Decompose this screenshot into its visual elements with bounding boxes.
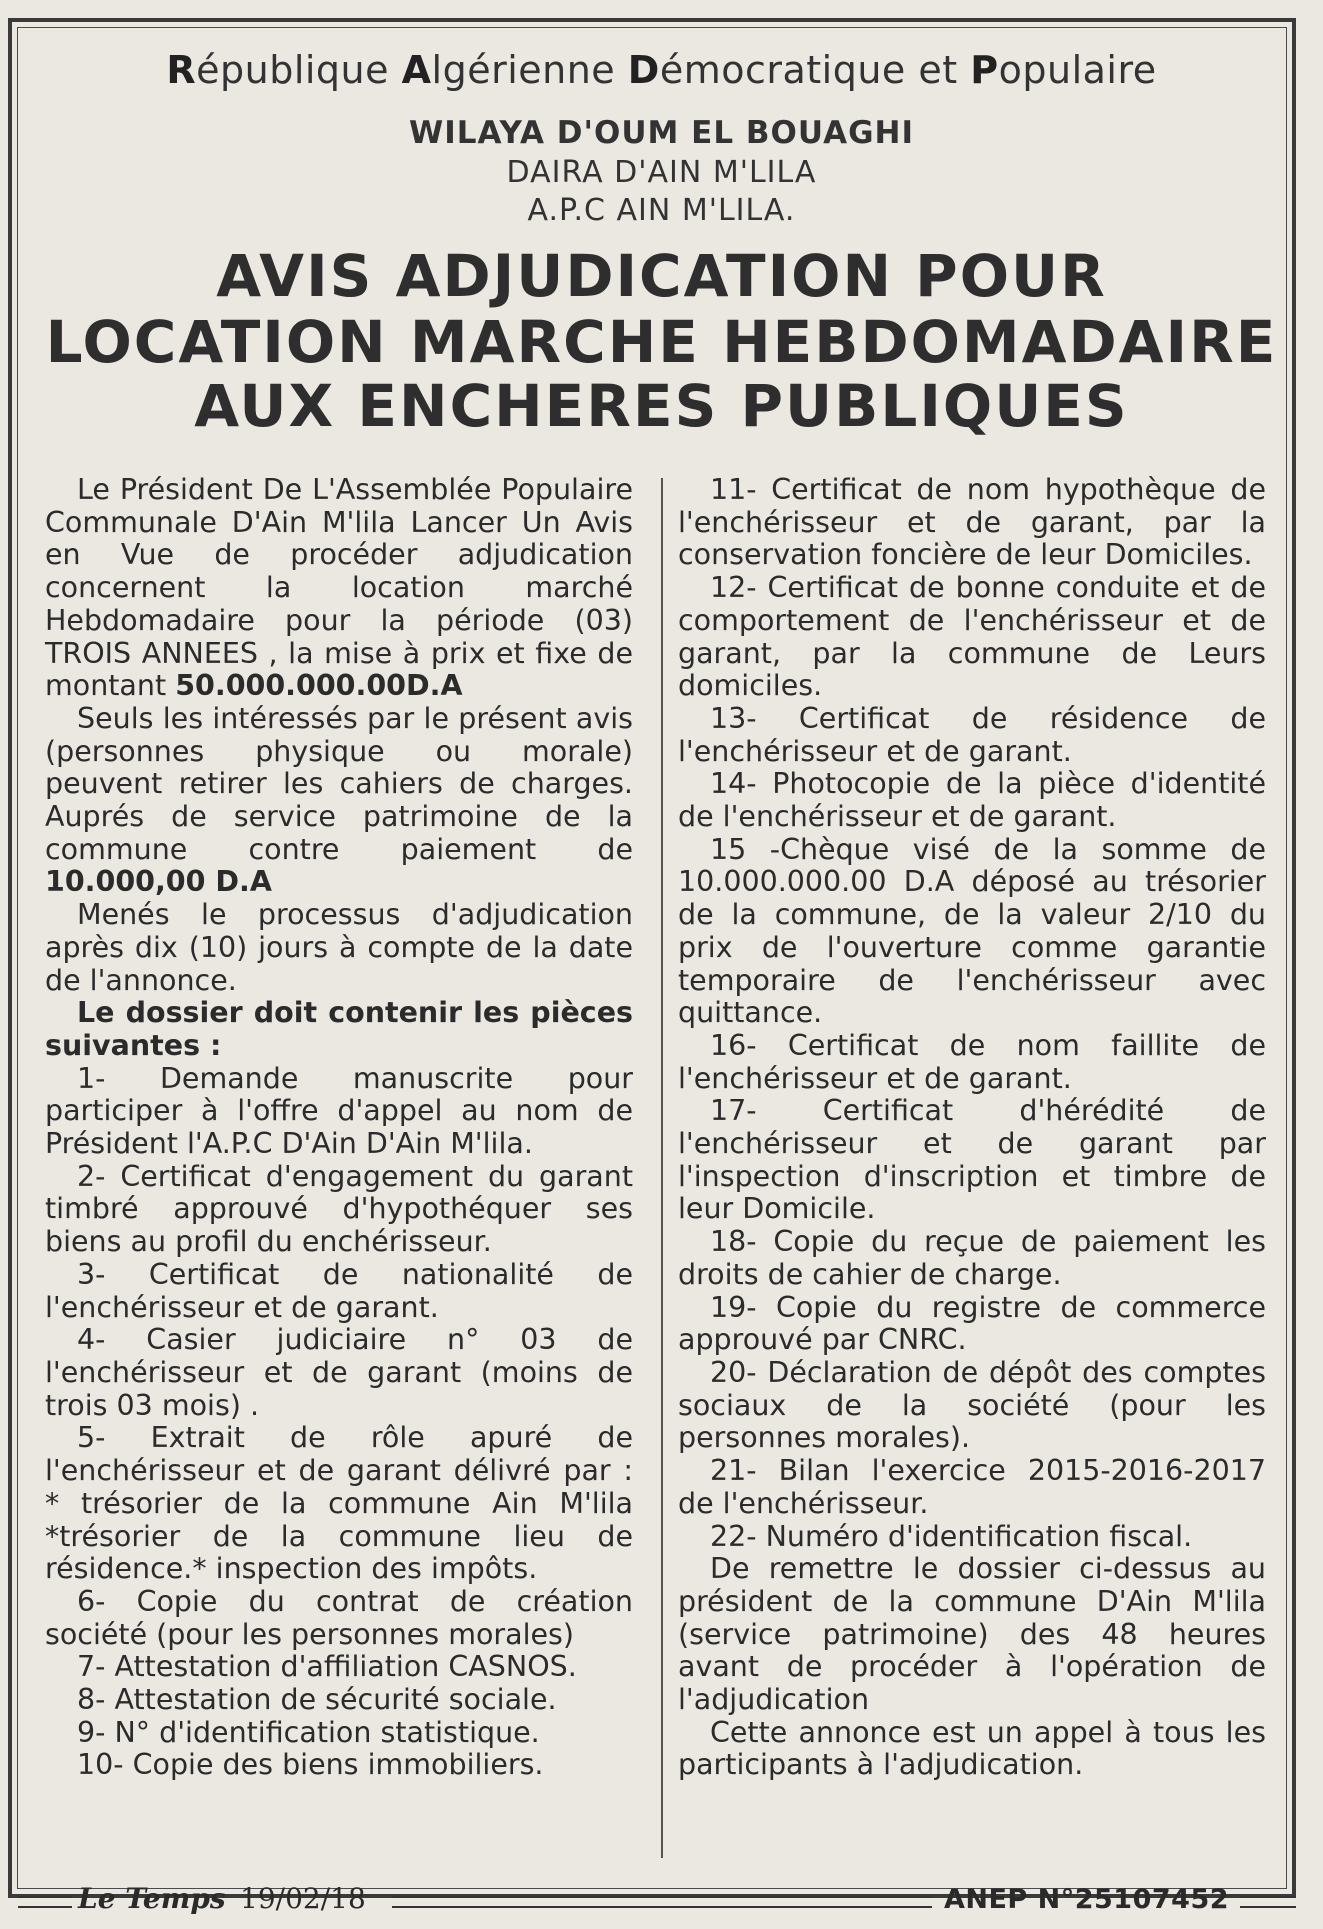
anep-reference: ANEP N°25107452 xyxy=(944,1884,1230,1915)
footer-rule-right xyxy=(1240,1896,1296,1908)
list-item: 22- Numéro d'identification fiscal. xyxy=(710,1519,1193,1553)
list-item: 6- Copie du contrat de création société (pour les personnes morales) xyxy=(45,1584,633,1651)
intro-paragraph xyxy=(45,474,633,703)
closing-call-paragraph: Cette annonce est un appel à tous les participants à l'adjudication. xyxy=(678,1715,1266,1782)
republic-initial-2: A xyxy=(401,48,432,92)
list-item: 5- Extrait de rôle apuré de l'enchérisseur et de garant délivré par : * trésorier de la commune Ain M'lila *trésorier de la commune lieu de résidence.* inspection des impôts. xyxy=(45,1421,633,1586)
footer-rule-left xyxy=(18,1896,72,1908)
list-item: 19- Copie du registre de commerce approuvé par CNRC. xyxy=(678,1290,1266,1357)
republic-rest-4: opulaire xyxy=(998,48,1157,92)
list-item: 12- Certificat de bonne conduite et de comportement de l'enchérisseur et de garant, par la commune de Leurs domiciles. xyxy=(678,571,1266,703)
list-item: 14- Photocopie de la pièce d'identité de l'enchérisseur et de garant. xyxy=(678,767,1266,834)
retrieval-text: Seuls les intéressés par le présent avis (personnes physique ou morale) peuvent retirer les cahiers de charges. Auprés de service patrimoine de la commune contre paiement de xyxy=(45,701,633,866)
list-item: 21- Bilan l'exercice 2015-2016-2017 de l'enchérisseur. xyxy=(678,1454,1266,1520)
list-item: 2- Certificat d'engagement du garant timbré approuvé d'hypothéquer ses biens au profil du enchérisseur. xyxy=(45,1159,633,1259)
list-item: 18- Copie du reçue de paiement les droits de cahier de charge. xyxy=(678,1225,1266,1291)
list-item: 16- Certificat de nom faillite de l'enchérisseur et de garant. xyxy=(678,1028,1266,1095)
republic-rest-1: épublique xyxy=(196,48,402,92)
list-item: 7- Attestation d'affiliation CASNOS. xyxy=(77,1650,577,1684)
notice-title-line-3: AUX ENCHERES PUBLIQUES xyxy=(194,372,1129,440)
column-divider xyxy=(661,478,663,1858)
publication-date: 19/02/18 xyxy=(240,1882,366,1915)
list-item: 13- Certificat de résidence de l'enchérisseur et de garant. xyxy=(678,701,1266,768)
notice-title-line-1: AVIS ADJUDICATION POUR xyxy=(216,242,1107,310)
daira-line: DAIRA D'AIN M'LILA xyxy=(506,155,817,190)
retrieval-amount: 10.000,00 D.A xyxy=(45,865,272,899)
newspaper-name: Le Temps xyxy=(78,1882,226,1915)
republic-rest-2: lgérienne xyxy=(431,48,628,92)
republic-rest-3: émocratique et xyxy=(659,48,971,92)
retrieval-paragraph xyxy=(45,703,633,899)
list-item: 15 -Chèque visé de la somme de 10.000.000.00 D.A déposé au trésorier de la commune, de la valeur 2/10 du prix de l'ouverture comme garantie temporaire de l'enchérisseur avec quittance. xyxy=(678,832,1266,1030)
footer-rule-middle xyxy=(392,1896,932,1908)
republic-initial-4: P xyxy=(970,48,999,92)
process-paragraph: Menés le processus d'adjudication après dix (10) jours à compte de la date de l'annonce. xyxy=(45,898,633,997)
list-item: 20- Déclaration de dépôt des comptes sociaux de la société (pour les personnes morales). xyxy=(678,1355,1266,1455)
list-item: 8- Attestation de sécurité sociale. xyxy=(77,1683,557,1717)
list-item: 3- Certificat de nationalité de l'enchérisseur et de garant. xyxy=(45,1257,633,1324)
intro-amount: 50.000.000.00D.A xyxy=(175,669,463,703)
dossier-heading: Le dossier doit contenir les pièces suivantes : xyxy=(45,996,633,1062)
apc-line: A.P.C AIN M'LILA. xyxy=(527,193,796,228)
list-item: 17- Certificat d'hérédité de l'enchérisseur et de garant par l'inspection d'inscription et timbre de leur Domicile. xyxy=(678,1094,1266,1226)
republic-initial-3: D xyxy=(627,48,660,92)
notice-footer xyxy=(18,1880,1296,1920)
republic-heading xyxy=(0,48,1323,92)
right-column xyxy=(678,474,1266,1782)
left-column xyxy=(45,474,633,1782)
list-item: 9- N° d'identification statistique. xyxy=(77,1715,540,1749)
list-item: 4- Casier judiciaire n° 03 de l'enchérisseur et de garant (moins de trois 03 mois) . xyxy=(45,1323,633,1422)
list-item: 10- Copie des biens immobiliers. xyxy=(77,1748,544,1782)
list-item: 11- Certificat de nom hypothèque de l'enchérisseur et de garant, par la conservation foncière de leur Domiciles. xyxy=(678,473,1266,572)
closing-paragraph: De remettre le dossier ci-dessus au président de la commune D'Ain M'lila (service patrimoine) des 48 heures avant de procéder à l'opération de l'adjudication xyxy=(678,1552,1266,1717)
list-item: 1- Demande manuscrite pour participer à l'offre d'appel au nom de Président l'A.P.C D'Ain D'Ain M'lila. xyxy=(45,1061,633,1161)
intro-text: Le Président De L'Assemblée Populaire Communale D'Ain M'lila Lancer Un Avis en Vue de procéder adjudication concernent la location marché Hebdomadaire pour la période (03) TROIS ANNEES , la mise à prix et fixe de montant xyxy=(45,473,633,703)
notice-title-line-2: LOCATION MARCHE HEBDOMADAIRE xyxy=(45,308,1278,376)
wilaya-line: WILAYA D'OUM EL BOUAGHI xyxy=(409,115,914,151)
republic-initial-1: R xyxy=(166,48,197,92)
